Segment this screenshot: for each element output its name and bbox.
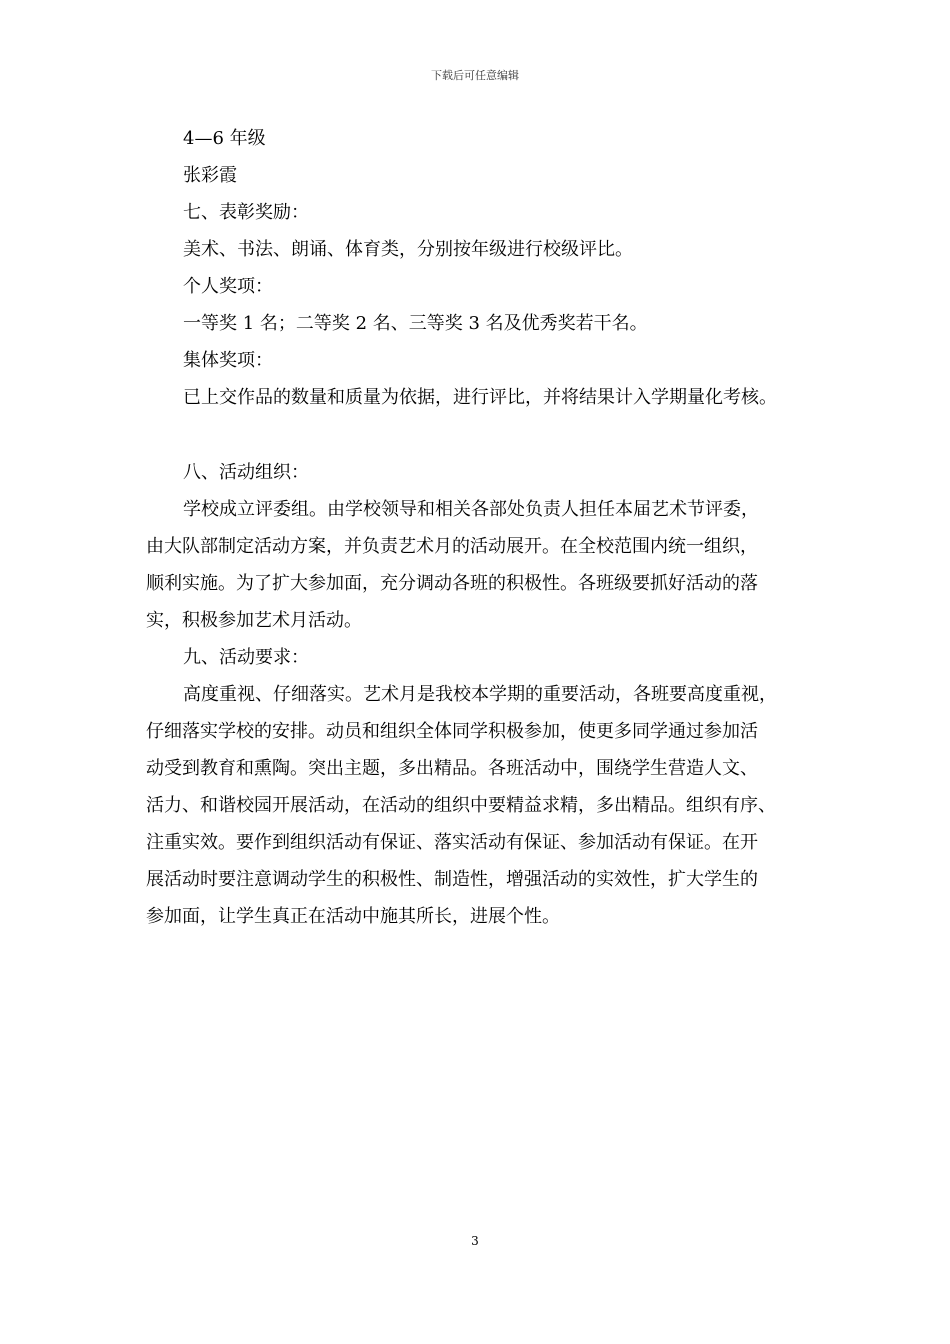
individual-awards-label: 个人奖项：	[183, 276, 273, 297]
section-9-line: 参加面，让学生真正在活动中施其所长，进展个性。	[146, 906, 560, 927]
section-7-categories: 美术、书法、朗诵、体育类，分别按年级进行校级评比。	[183, 239, 633, 260]
section-8-line: 实，积极参加艺术月活动。	[146, 610, 362, 631]
group-awards-label: 集体奖项：	[183, 350, 273, 371]
section-9-line: 展活动时要注意调动学生的积极性、制造性，增强活动的实效性，扩大学生的	[146, 869, 758, 890]
header-note: 下载后可任意编辑	[431, 69, 519, 82]
section-9-line: 动受到教育和熏陶。突出主题，多出精品。各班活动中，围绕学生营造人文、	[146, 758, 758, 779]
group-awards-detail: 已上交作品的数量和质量为依据，进行评比，并将结果计入学期量化考核。	[183, 387, 777, 408]
teacher-name: 张彩霞	[183, 165, 237, 186]
individual-awards-detail: 一等奖 1 名；二等奖 2 名、三等奖 3 名及优秀奖若干名。	[183, 313, 648, 334]
page-number: 3	[471, 1234, 479, 1248]
section-9-line: 仔细落实学校的安排。动员和组织全体同学积极参加，使更多同学通过参加活	[146, 721, 758, 742]
section-9-heading: 九、活动要求：	[183, 647, 309, 668]
grade-range: 4—6 年级	[183, 128, 266, 149]
section-8-line: 由大队部制定活动方案，并负责艺术月的活动展开。在全校范围内统一组织，	[146, 536, 758, 557]
section-7-heading: 七、表彰奖励：	[183, 202, 309, 223]
section-8-heading: 八、活动组织：	[183, 462, 309, 483]
section-8-line: 学校成立评委组。由学校领导和相关各部处负责人担任本届艺术节评委，	[183, 499, 759, 520]
section-9-line: 高度重视、仔细落实。艺术月是我校本学期的重要活动，各班要高度重视，	[183, 684, 777, 705]
section-9-line: 活力、和谐校园开展活动，在活动的组织中要精益求精，多出精品。组织有序、	[146, 795, 776, 816]
section-9-line: 注重实效。要作到组织活动有保证、落实活动有保证、参加活动有保证。在开	[146, 832, 758, 853]
section-8-line: 顺利实施。为了扩大参加面，充分调动各班的积极性。各班级要抓好活动的落	[146, 573, 758, 594]
